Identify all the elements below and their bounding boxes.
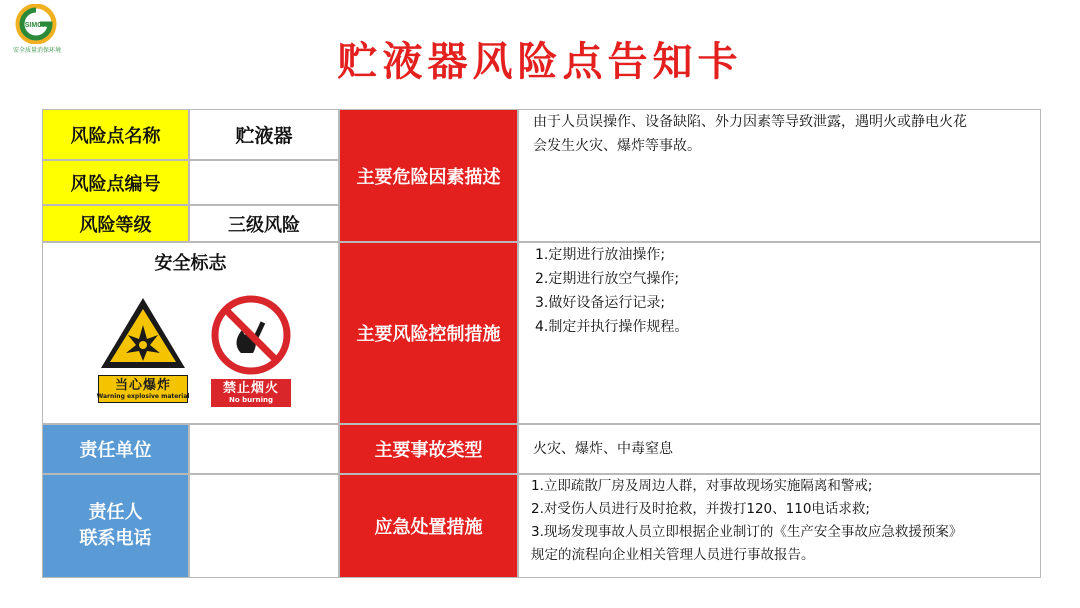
person-label-line: 责任人 [88, 502, 143, 523]
no-burning-sign-label [211, 379, 291, 407]
control-item: 2.定期进行放空气操作; [535, 271, 680, 287]
explosion-sign-label [98, 375, 188, 403]
safety-signs-title: 安全标志 [154, 253, 227, 274]
hazard-line: 会发生火灾、爆炸等事故。 [533, 138, 701, 154]
emergency-item: 2.对受伤人员进行及时抢救，并拨打120、110电话求救; [531, 501, 870, 517]
accident-type-label: 主要事故类型 [339, 424, 518, 474]
control-item: 3.做好设备运行记录; [535, 295, 666, 311]
risk-name-label: 风险点名称 [42, 109, 189, 160]
logo-caption: 安全质量消保环境 [12, 47, 61, 54]
control-measures-label: 主要风险控制措施 [339, 242, 518, 424]
risk-level-label: 风险等级 [42, 205, 189, 242]
risk-name-value: 贮液器 [189, 109, 339, 160]
explosion-warning-sign [98, 295, 188, 411]
responsible-unit-value [189, 424, 339, 474]
no-burning-sign [211, 295, 291, 411]
hazard-label: 主要危险因素描述 [339, 109, 518, 242]
hazard-description [518, 109, 1041, 242]
risk-code-value [189, 160, 339, 205]
safety-signs-panel [42, 242, 339, 424]
emergency-item: 3.现场发现事故人员立即根据企业制订的《生产安全事故应急救援预案》 [531, 524, 963, 540]
hazard-line: 由于人员误操作、设备缺陷、外力因素等导致泄露，遇明火或静电火花 [533, 114, 967, 130]
no-fire-icon [211, 295, 291, 375]
emergency-item: 规定的流程向企业相关管理人员进行事故报告。 [531, 547, 815, 563]
responsible-person-value [189, 474, 339, 578]
control-item: 1.定期进行放油操作; [535, 247, 666, 263]
control-measures-list [518, 242, 1041, 424]
no-burning-sign-name-en: No burning [229, 396, 273, 404]
risk-code-label: 风险点编号 [42, 160, 189, 205]
no-burning-sign-name: 禁止烟火 [222, 381, 279, 396]
responsible-unit-label: 责任单位 [42, 424, 189, 474]
svg-text:SIMCR: SIMCR [24, 22, 48, 29]
page-title: 贮液器风险点告知卡 [337, 39, 743, 85]
risk-level-value: 三级风险 [189, 205, 339, 242]
emergency-measures-label: 应急处置措施 [339, 474, 518, 578]
explosion-sign-name: 当心爆炸 [114, 377, 171, 393]
risk-card [42, 109, 1041, 578]
responsible-person-label [42, 474, 189, 578]
emergency-item: 1.立即疏散厂房及周边人群，对事故现场实施隔离和警戒; [531, 478, 873, 494]
explosion-sign-name-en: Warning explosive material [96, 392, 190, 400]
emergency-measures-list [518, 474, 1041, 578]
explosion-warning-icon [98, 295, 188, 371]
person-label-line: 联系电话 [79, 528, 152, 549]
accident-type-value: 火灾、爆炸、中毒窒息 [518, 424, 1041, 474]
control-item: 4.制定并执行操作规程。 [535, 319, 689, 335]
